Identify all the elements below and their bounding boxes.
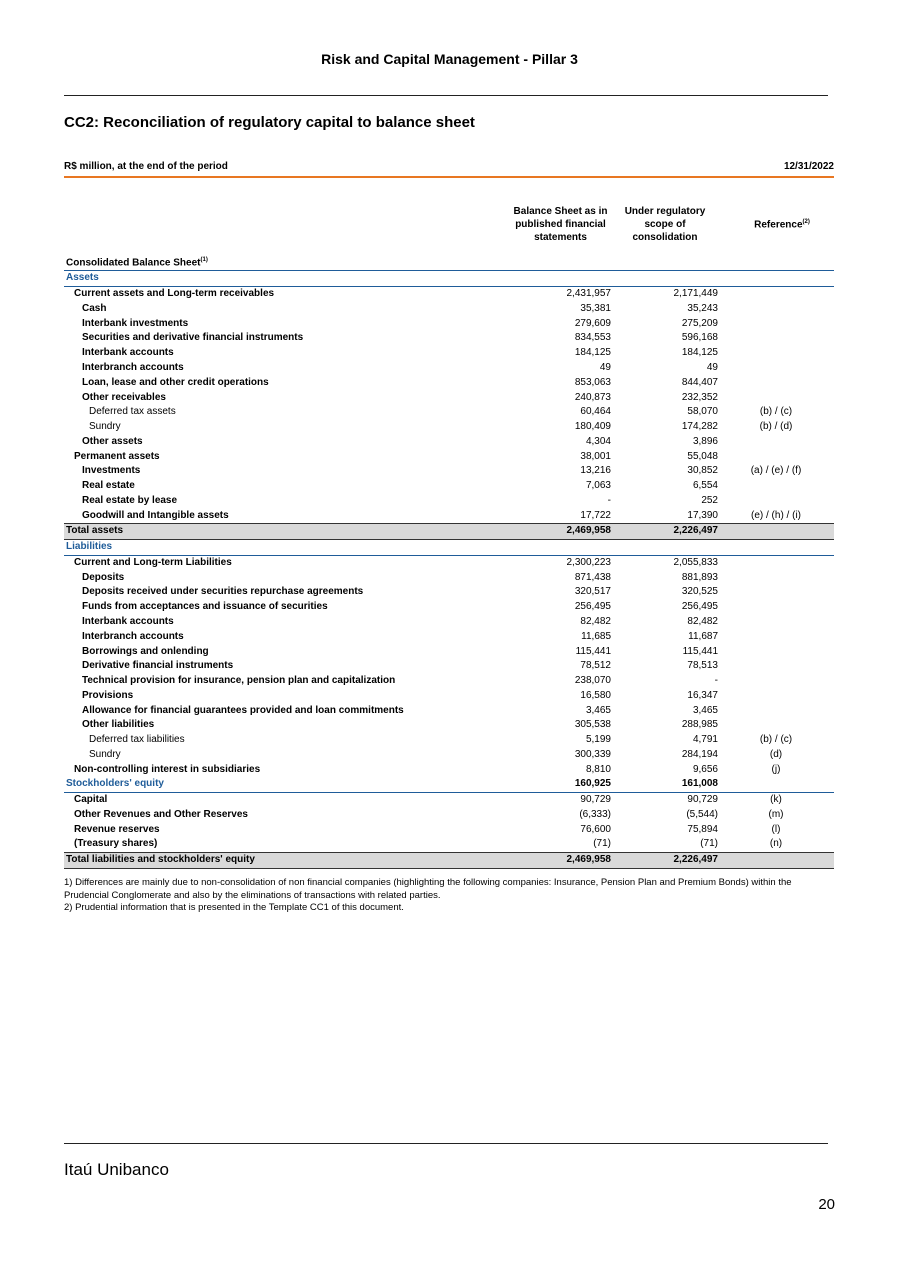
table-row (64, 570, 834, 585)
page-title: Risk and Capital Management - Pillar 3 (321, 51, 578, 67)
table-row (64, 822, 834, 837)
reference-code: (b) / (c) (759, 734, 793, 746)
reference-code (718, 570, 834, 585)
regulatory-value: - (714, 675, 718, 687)
regulatory-value: 3,465 (692, 704, 718, 716)
regulatory-value: 161,008 (611, 777, 718, 792)
reference-code (718, 777, 834, 792)
published-value: 8,810 (585, 763, 611, 775)
table-row (64, 615, 834, 630)
published-value: 5,199 (585, 734, 611, 746)
regulatory-value: 320,525 (681, 586, 718, 598)
row-label: Investments (82, 465, 141, 477)
row-label: Loan, lease and other credit operations (82, 376, 269, 388)
regulatory-value: 2,226,497 (611, 852, 718, 868)
table-row (64, 508, 834, 523)
table-row (64, 748, 834, 763)
reference-code (718, 449, 834, 464)
regulatory-value: 2,226,497 (611, 524, 718, 540)
regulatory-value: 844,407 (681, 376, 718, 388)
published-value (516, 271, 611, 287)
regulatory-value: 6,554 (692, 480, 718, 492)
table-row (64, 464, 834, 479)
table-row (64, 346, 834, 361)
table-row (64, 718, 834, 733)
reference-code (718, 629, 834, 644)
table-row (64, 434, 834, 449)
reference-code: (a) / (e) / (f) (750, 465, 802, 477)
reference-code (718, 286, 834, 301)
published-value: 238,070 (574, 675, 611, 687)
regulatory-value: 3,896 (692, 435, 718, 447)
published-value: 90,729 (580, 794, 611, 806)
reference-code (718, 493, 834, 508)
row-label: Allowance for financial guarantees provided and loan commitments (82, 704, 404, 716)
published-value: 49 (599, 361, 611, 373)
reference-code (718, 600, 834, 615)
table-row (64, 449, 834, 464)
regulatory-value: 275,209 (681, 317, 718, 329)
section-title: CC2: Reconciliation of regulatory capital to balance sheet (64, 114, 475, 131)
table-row (64, 331, 834, 346)
row-label: Current assets and Long-term receivables (74, 288, 275, 300)
regulatory-value: 78,513 (687, 660, 718, 672)
published-value: - (607, 494, 611, 506)
reference-code: (e) / (h) / (i) (751, 509, 801, 521)
table-row (64, 852, 834, 868)
regulatory-value: (71) (700, 838, 718, 850)
row-label: Securities and derivative financial instruments (82, 332, 304, 344)
unit-label: R$ million, at the end of the period (64, 161, 228, 172)
row-label: Deposits received under securities repurchase agreements (82, 586, 364, 598)
published-value: 2,469,958 (516, 852, 611, 868)
table-row (64, 539, 834, 555)
reference-code (718, 331, 834, 346)
row-label: Goodwill and Intangible assets (82, 509, 229, 521)
header-divider (64, 95, 828, 96)
regulatory-value: 49 (706, 361, 718, 373)
table-row (64, 316, 834, 331)
reference-code: (n) (769, 838, 783, 850)
published-value: 2,469,958 (516, 524, 611, 540)
row-label: Deferred tax liabilities (89, 734, 185, 746)
regulatory-value: 256,495 (681, 601, 718, 613)
row-label: Technical provision for insurance, pension plan and capitalization (82, 675, 396, 687)
reference-code (718, 674, 834, 689)
row-label: Interbank investments (82, 317, 189, 329)
reference-code: (j) (771, 763, 781, 775)
row-label: Interbranch accounts (82, 630, 184, 642)
reference-code (718, 361, 834, 376)
regulatory-value: 17,390 (687, 509, 718, 521)
regulatory-value: 252 (701, 494, 718, 506)
reference-code: (d) (769, 748, 783, 760)
table-row (64, 733, 834, 748)
row-label: Non-controlling interest in subsidiaries (74, 763, 261, 775)
regulatory-value: 82,482 (687, 615, 718, 627)
published-value: (71) (593, 838, 611, 850)
row-label: Derivative financial instruments (82, 660, 234, 672)
footnote-2: 2) Prudential information that is presented in the Template CC1 of this document. (64, 902, 404, 913)
table-row (64, 493, 834, 508)
col-header-regulatory: Under regulatory scope of consolidation (624, 206, 706, 243)
reference-code (718, 852, 834, 868)
table-row (64, 286, 834, 301)
published-value: (6,333) (579, 808, 611, 820)
regulatory-value (611, 539, 718, 555)
published-value: 256,495 (574, 601, 611, 613)
regulatory-value: 30,852 (687, 465, 718, 477)
published-value: 11,685 (581, 630, 611, 642)
reference-code (718, 585, 834, 600)
row-label: Borrowings and onlending (82, 645, 209, 657)
row-label: Interbank accounts (82, 615, 174, 627)
reference-code (718, 346, 834, 361)
reference-code: (m) (768, 808, 784, 820)
row-label: Stockholders' equity (64, 777, 516, 792)
published-value: 115,441 (575, 645, 611, 657)
col-header-reference: Reference$^{(2)}$ (754, 219, 810, 231)
footer-divider (64, 1143, 828, 1144)
published-value: 13,216 (580, 465, 611, 477)
row-label: Permanent assets (74, 450, 160, 462)
row-label: Other liabilities (82, 719, 155, 731)
row-label: Interbranch accounts (82, 361, 184, 373)
row-label: Funds from acceptances and issuance of securities (82, 601, 328, 613)
regulatory-value: 115,441 (682, 645, 718, 657)
reference-code: (b) / (c) (759, 406, 793, 418)
table-row (64, 837, 834, 852)
published-value (516, 539, 611, 555)
page-number: 20 (818, 1196, 835, 1213)
regulatory-value: 90,729 (687, 794, 718, 806)
published-value: 320,517 (574, 586, 611, 598)
table-row (64, 585, 834, 600)
footnote-1: 1) Differences are mainly due to non-consolidation of non financial companies (highlighting the following companies: Insurance, Pension Plan and Premium Bonds) within the Prudencial Conglomerate and also by the eliminations of transactions with related parties. (64, 877, 792, 901)
regulatory-value: 16,347 (687, 689, 718, 701)
row-label: Sundry (89, 421, 121, 433)
published-value: 834,553 (574, 332, 611, 344)
period-date: 12/31/2022 (783, 161, 834, 172)
regulatory-value: 596,168 (681, 332, 718, 344)
row-label: Capital (74, 794, 108, 806)
published-value: 4,304 (585, 435, 611, 447)
caption-divider (64, 176, 834, 178)
row-label: Real estate by lease (82, 494, 178, 506)
reference-code (718, 375, 834, 390)
reference-code (718, 390, 834, 405)
regulatory-value: 4,791 (692, 734, 718, 746)
table-row (64, 792, 834, 807)
regulatory-value: 174,282 (681, 421, 718, 433)
reference-code (718, 555, 834, 570)
published-value: 184,125 (574, 347, 611, 359)
footer-brand: Itaú Unibanco (64, 1160, 169, 1179)
table-row (64, 600, 834, 615)
reference-code (718, 539, 834, 555)
table-row (64, 688, 834, 703)
row-label: Sundry (89, 748, 121, 760)
published-value: 76,600 (580, 823, 611, 835)
reference-code (718, 644, 834, 659)
row-label: Provisions (82, 689, 134, 701)
reference-code (718, 659, 834, 674)
reference-code: (b) / (d) (759, 421, 793, 433)
table-row (64, 271, 834, 287)
table-caption (64, 161, 834, 172)
table-row (64, 302, 834, 317)
reference-code (718, 718, 834, 733)
regulatory-value: 11,687 (688, 630, 718, 642)
reference-code (718, 316, 834, 331)
regulatory-value (611, 271, 718, 287)
table-row (64, 777, 834, 792)
regulatory-value: 58,070 (687, 406, 718, 418)
reference-code (718, 302, 834, 317)
table-row (64, 629, 834, 644)
table-row (64, 555, 834, 570)
row-label: (Treasury shares) (74, 838, 158, 850)
reference-code (718, 615, 834, 630)
col-header-published: Balance Sheet as in published financial statements (513, 206, 608, 243)
regulatory-value: 284,194 (681, 748, 718, 760)
row-label: Liabilities (64, 539, 516, 555)
published-value: 38,001 (580, 450, 611, 462)
table-row (64, 808, 834, 823)
table-row (64, 361, 834, 376)
table-row (64, 674, 834, 689)
table-row (64, 405, 834, 420)
row-label: Total assets (64, 524, 516, 540)
published-value: 871,438 (574, 571, 611, 583)
row-label: Assets (64, 271, 516, 287)
table-row (64, 479, 834, 494)
published-value: 78,512 (580, 660, 611, 672)
published-value: 2,431,957 (566, 288, 611, 300)
regulatory-value: 232,352 (681, 391, 718, 403)
balance-sheet-table (64, 270, 834, 869)
table-row (64, 524, 834, 540)
published-value: 2,300,223 (566, 556, 611, 568)
row-label: Revenue reserves (74, 823, 160, 835)
regulatory-value: 288,985 (681, 719, 718, 731)
regulatory-value: 55,048 (687, 450, 718, 462)
consolidated-balance-sheet-label: Consolidated Balance Sheet$^{(1)}$ (66, 257, 208, 269)
row-label: Other receivables (82, 391, 166, 403)
published-value: 240,873 (574, 391, 611, 403)
published-value: 180,409 (574, 421, 611, 433)
reference-code (718, 434, 834, 449)
reference-code: (k) (770, 794, 782, 806)
table-row (64, 703, 834, 718)
published-value: 853,063 (574, 376, 611, 388)
row-label: Deferred tax assets (89, 406, 176, 418)
table-row (64, 644, 834, 659)
published-value: 7,063 (585, 480, 611, 492)
reference-code (718, 271, 834, 287)
regulatory-value: 75,894 (687, 823, 718, 835)
regulatory-value: 881,893 (681, 571, 718, 583)
published-value: 300,339 (574, 748, 611, 760)
published-value: 60,464 (580, 406, 611, 418)
table-row (64, 375, 834, 390)
published-value: 17,722 (580, 509, 611, 521)
table-row (64, 390, 834, 405)
reference-code: (l) (771, 823, 781, 835)
reference-code (718, 524, 834, 540)
table-row (64, 762, 834, 777)
regulatory-value: 9,656 (692, 763, 718, 775)
row-label: Deposits (82, 571, 125, 583)
table-row (64, 420, 834, 435)
published-value: 16,580 (580, 689, 611, 701)
row-label: Real estate (82, 480, 135, 492)
row-label: Total liabilities and stockholders' equity (64, 852, 516, 868)
published-value: 82,482 (580, 615, 611, 627)
published-value: 279,609 (574, 317, 611, 329)
row-label: Interbank accounts (82, 347, 174, 359)
table-row (64, 659, 834, 674)
regulatory-value: 35,243 (687, 302, 718, 314)
regulatory-value: 2,171,449 (673, 288, 718, 300)
published-value: 3,465 (585, 704, 611, 716)
regulatory-value: (5,544) (686, 808, 718, 820)
footnotes (64, 877, 834, 915)
regulatory-value: 2,055,833 (673, 556, 718, 568)
row-label: Other assets (82, 435, 143, 447)
regulatory-value: 184,125 (681, 347, 718, 359)
row-label: Current and Long-term Liabilities (74, 556, 232, 568)
published-value: 160,925 (516, 777, 611, 792)
row-label: Cash (82, 302, 107, 314)
published-value: 35,381 (580, 302, 611, 314)
published-value: 305,538 (574, 719, 611, 731)
reference-code (718, 703, 834, 718)
reference-code (718, 479, 834, 494)
reference-code (718, 688, 834, 703)
row-label: Other Revenues and Other Reserves (74, 808, 248, 820)
